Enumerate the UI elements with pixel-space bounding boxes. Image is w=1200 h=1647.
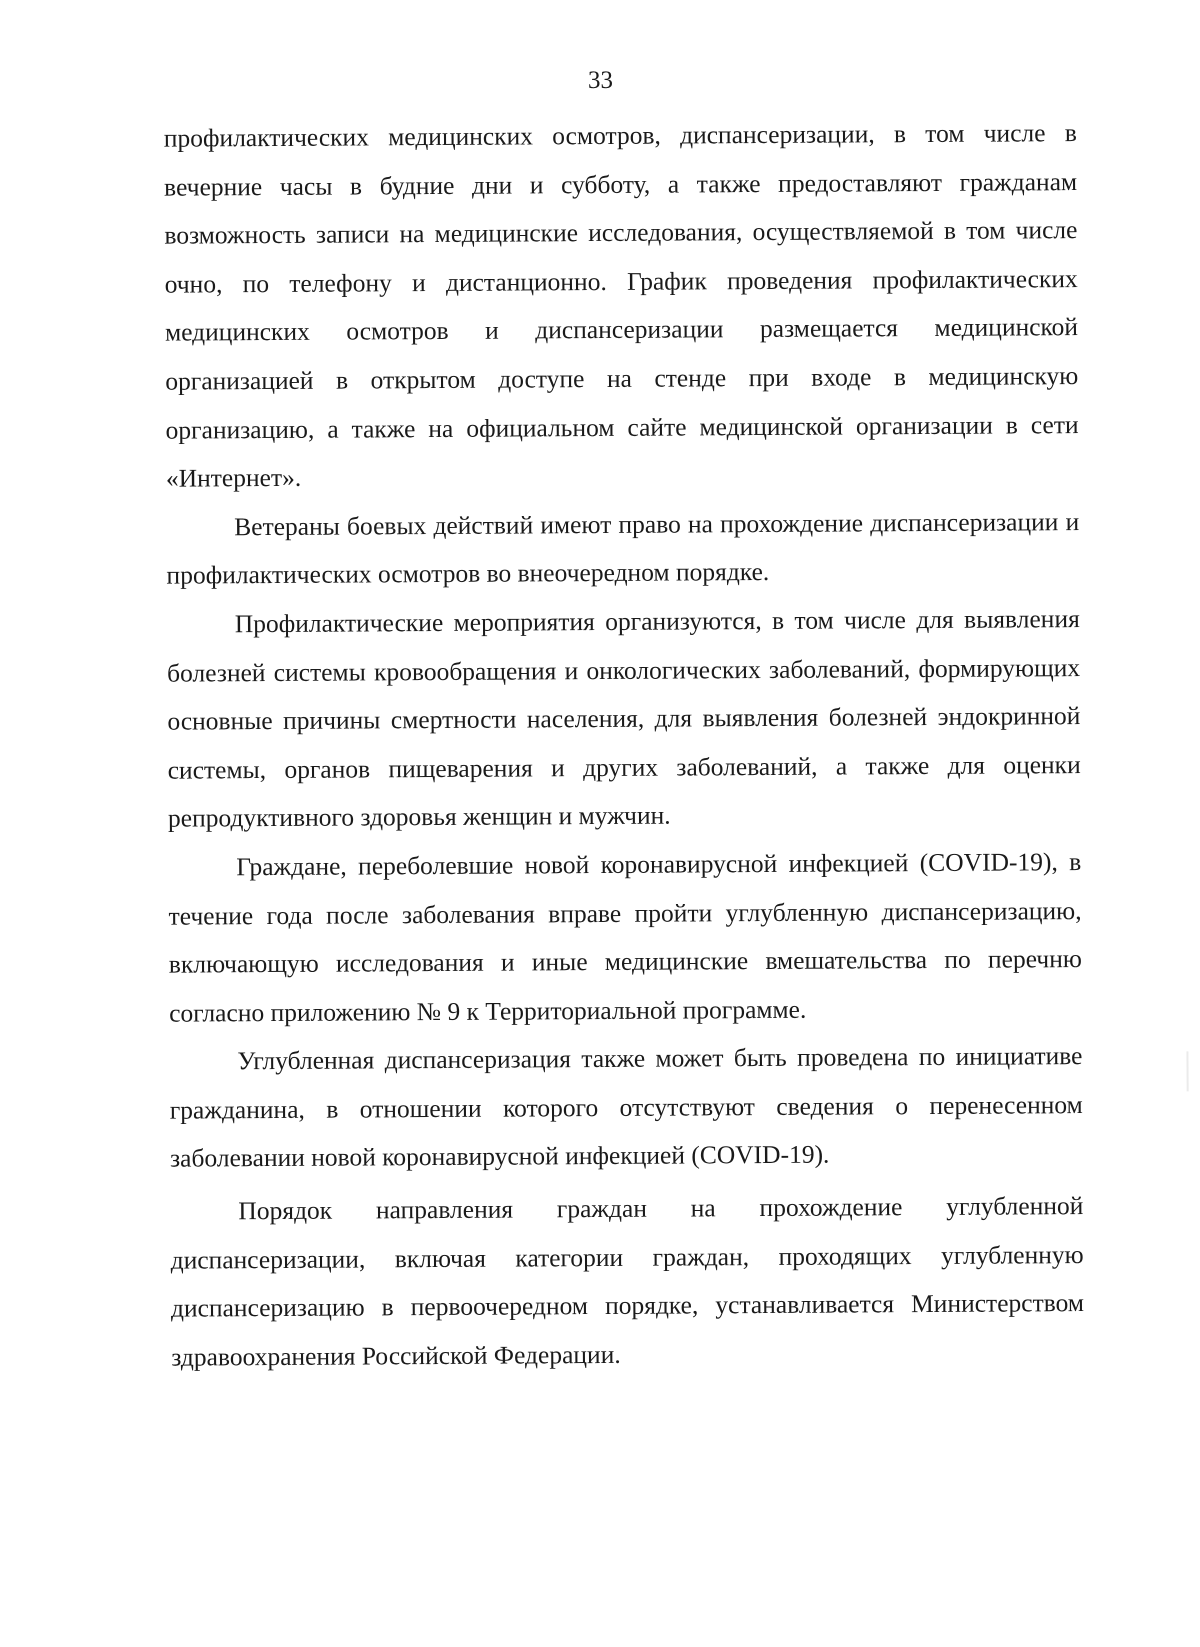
paragraph-veterans: Ветераны боевых действий имеют право на прохождение диспансеризации и профилактических осмотров во внеочередном порядке.: [166, 506, 1080, 590]
paragraph-continuation: профилактических медицинских осмотров, диспансеризации, в том числе в вечерние часы в будние дни и субботу, а также предоставляют гражданам возможность записи на медицинские исследования, осуществляемой в том числе очно, по телефону и дистанционно. График проведения профилактических медицинских осмотров и диспансеризации размещается медицинской организацией в открытом доступе на стенде при входе в медицинскую организацию, а также на официальном сайте медицинской организации в сети «Интернет».: [163, 118, 1079, 493]
page-number: 33: [587, 66, 614, 95]
paragraph-covid-citizens: Граждане, переболевшие новой коронавирусной инфекцией (COVID-19), в течение года после заболевания вправе пройти углубленную диспансеризацию, включающую исследования и иные медицинские вмешательства по перечню согласно приложению № 9 к Территориальной программе.: [168, 846, 1082, 1028]
paragraph-in-depth-initiative: Углубленная диспансеризация также может быть проведена по инициативе гражданина, в отношении которого отсутствуют сведения о перенесенном заболевании новой коронавирусной инфекцией (COVID-19).: [169, 1041, 1083, 1174]
scan-edge-mark: [1186, 1051, 1188, 1091]
paragraph-preventive-measures: Профилактические мероприятия организуются, в том числе для выявления болезней системы кровообращения и онкологических заболеваний, формирующих основные причины смертности населения, для выявления болезней эндокринной системы, органов пищеварения и других заболеваний, а также для оценки репродуктивного здоровья женщин и мужчин.: [167, 604, 1081, 833]
paragraph-referral-procedure: Порядок направления граждан на прохождение углубленной диспансеризации, включая категории граждан, проходящих углубленную диспансеризацию в первоочередном порядке, устанавливается Министерством здравоохранения Российской Федерации.: [170, 1191, 1085, 1372]
document-body: [164, 109, 1085, 1382]
